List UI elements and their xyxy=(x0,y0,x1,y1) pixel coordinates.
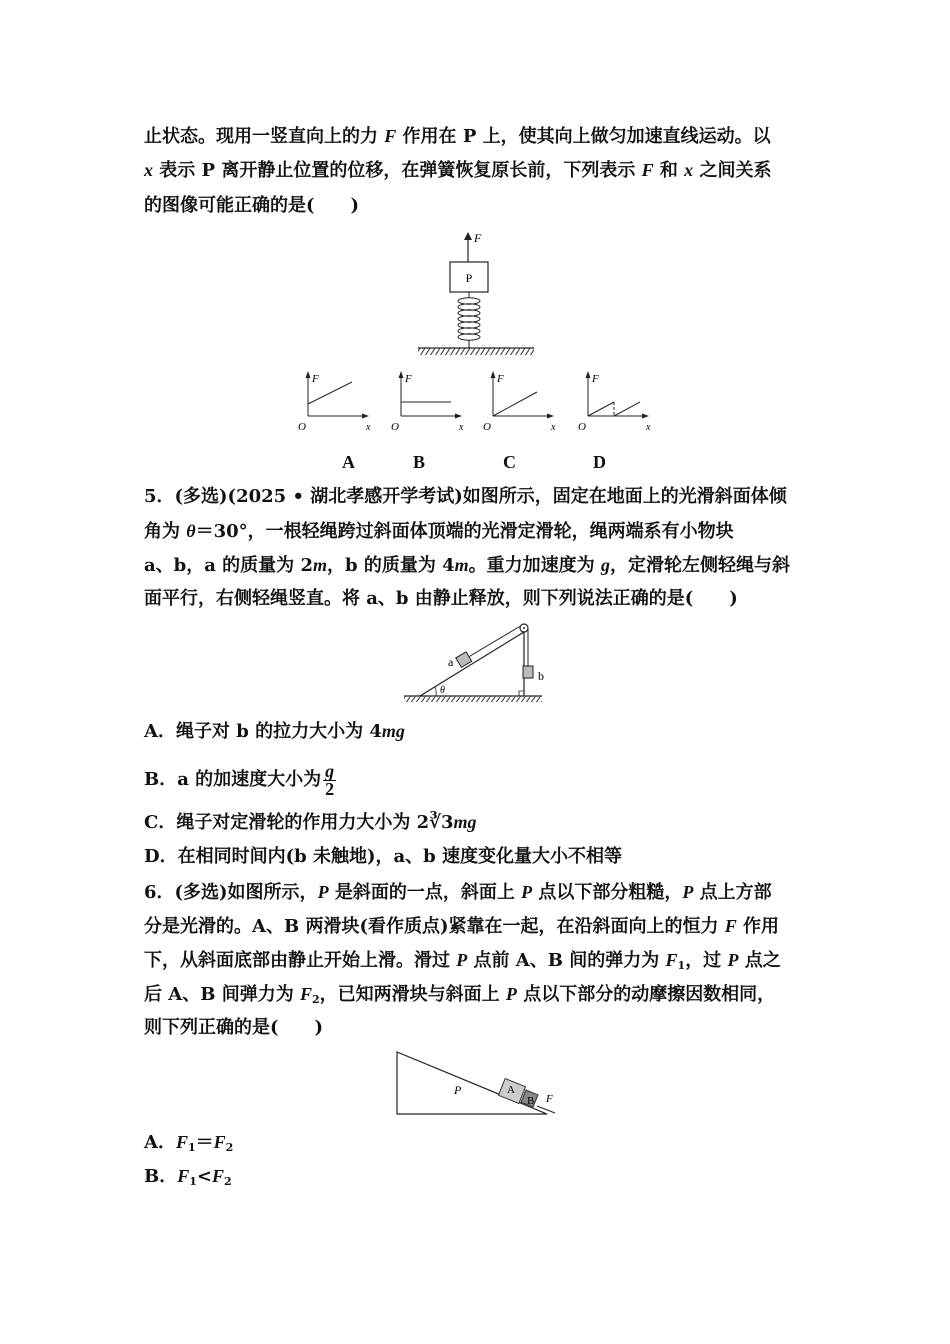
q6-line-1: 6．(多选)如图所示，P 是斜面的一点，斜面上 P 点以下部分粗糙，P 点上方部 xyxy=(144,882,772,903)
fraction-g-over-2: $\frac{g}{2}$ xyxy=(325,760,335,799)
q6-line-3: 下，从斜面底部由静止开始上滑。滑过 P 点前 A、B 间的弹力为 $F_1$，过 P 点之 xyxy=(144,950,781,972)
point-p-label: P xyxy=(454,1083,462,1097)
graph-a-line xyxy=(308,382,352,404)
svg-text:x: x xyxy=(459,422,464,433)
svg-text:O: O xyxy=(483,421,491,433)
svg-text:O: O xyxy=(298,421,306,433)
svg-text:F: F xyxy=(592,373,599,385)
q6-option-a: A．$F_1=F_2$ xyxy=(144,1132,234,1154)
q6-line-5: 则下列正确的是( ) xyxy=(144,1017,324,1038)
force-line xyxy=(537,1106,555,1113)
block-b xyxy=(523,666,533,678)
graph-d-line-2 xyxy=(614,402,640,416)
q5-option-a: A．绳子对 b 的拉力大小为 4mg xyxy=(144,721,405,742)
q5-option-b: B．a 的加速度大小为 $\frac{g}{2}$ xyxy=(144,760,335,799)
block-p-label: P xyxy=(465,271,473,285)
q4-line-1: 止状态。现用一竖直向上的力 F 作用在 P 上，使其向上做匀加速直线运动。以 xyxy=(144,126,771,147)
q5-line-1: 5．(多选)(2025 • 湖北孝感开学考试)如图所示，固定在地面上的光滑斜面体倾 xyxy=(144,486,787,507)
graph-label-a: A xyxy=(342,452,355,472)
force-label: F xyxy=(546,1093,553,1105)
cube-root: ∛3 xyxy=(429,812,454,833)
svg-text:x: x xyxy=(366,422,371,433)
q6-option-b: B．$F_1<F_2$ xyxy=(144,1166,232,1188)
svg-text:F: F xyxy=(312,373,319,385)
svg-text:F: F xyxy=(405,373,412,385)
graph-d-line-1 xyxy=(588,402,614,416)
incline xyxy=(420,632,524,696)
q5-option-d: D．在相同时间内(b 未触地)，a、b 速度变化量大小不相等 xyxy=(144,846,623,867)
svg-text:x: x xyxy=(551,422,556,433)
incline-surface xyxy=(397,1052,547,1114)
incline-blocks-figure xyxy=(395,1050,565,1118)
q5-line-2: 角为 θ＝30°，一根轻绳跨过斜面体顶端的光滑定滑轮，绳两端系有小物块 xyxy=(144,521,734,542)
graph-label-d: D xyxy=(593,452,606,472)
graph-c xyxy=(481,368,561,434)
q5-line-4: 面平行，右侧轻绳竖直。将 a、b 由静止释放，则下列说法正确的是( ) xyxy=(144,588,738,609)
svg-text:O: O xyxy=(391,421,399,433)
graph-c-line xyxy=(493,392,537,416)
spring xyxy=(458,292,480,348)
block-a-label: A xyxy=(507,1084,515,1096)
graph-label-c: C xyxy=(503,452,516,472)
block-b-label: B xyxy=(527,1095,535,1107)
q4-line-3: 的图像可能正确的是( ) xyxy=(144,195,360,216)
angle-label: θ xyxy=(440,685,445,696)
graph-b xyxy=(389,368,469,434)
q6-line-4: 后 A、B 间弹力为 $F_2$，已知两滑块与斜面上 P 点以下部分的动摩擦因数相同， xyxy=(144,984,776,1006)
q4-line-2: x 表示 P 离开静止位置的位移，在弹簧恢复原长前，下列表示 F 和 x 之间关系 xyxy=(144,160,772,181)
svg-text:F: F xyxy=(497,373,504,385)
graph-d xyxy=(576,368,658,434)
svg-text:x: x xyxy=(646,422,651,433)
q5-option-c: C．绳子对定滑轮的作用力大小为 2∛3mg xyxy=(144,812,477,833)
spring-block-figure xyxy=(410,228,540,358)
block-a-label: a xyxy=(448,655,454,669)
graph-a xyxy=(296,368,376,434)
incline-pulley-figure xyxy=(400,620,550,710)
q5-line-3: a、b，a 的质量为 2m，b 的质量为 4m。重力加速度为 g，定滑轮左侧轻绳与斜 xyxy=(144,555,790,576)
block-b-label: b xyxy=(538,669,544,683)
q6-line-2: 分是光滑的。A、B 两滑块(看作质点)紧靠在一起，在沿斜面向上的恒力 F 作用 xyxy=(144,916,780,937)
svg-text:O: O xyxy=(578,421,586,433)
force-label: F xyxy=(474,231,482,245)
graph-label-b: B xyxy=(413,452,426,472)
